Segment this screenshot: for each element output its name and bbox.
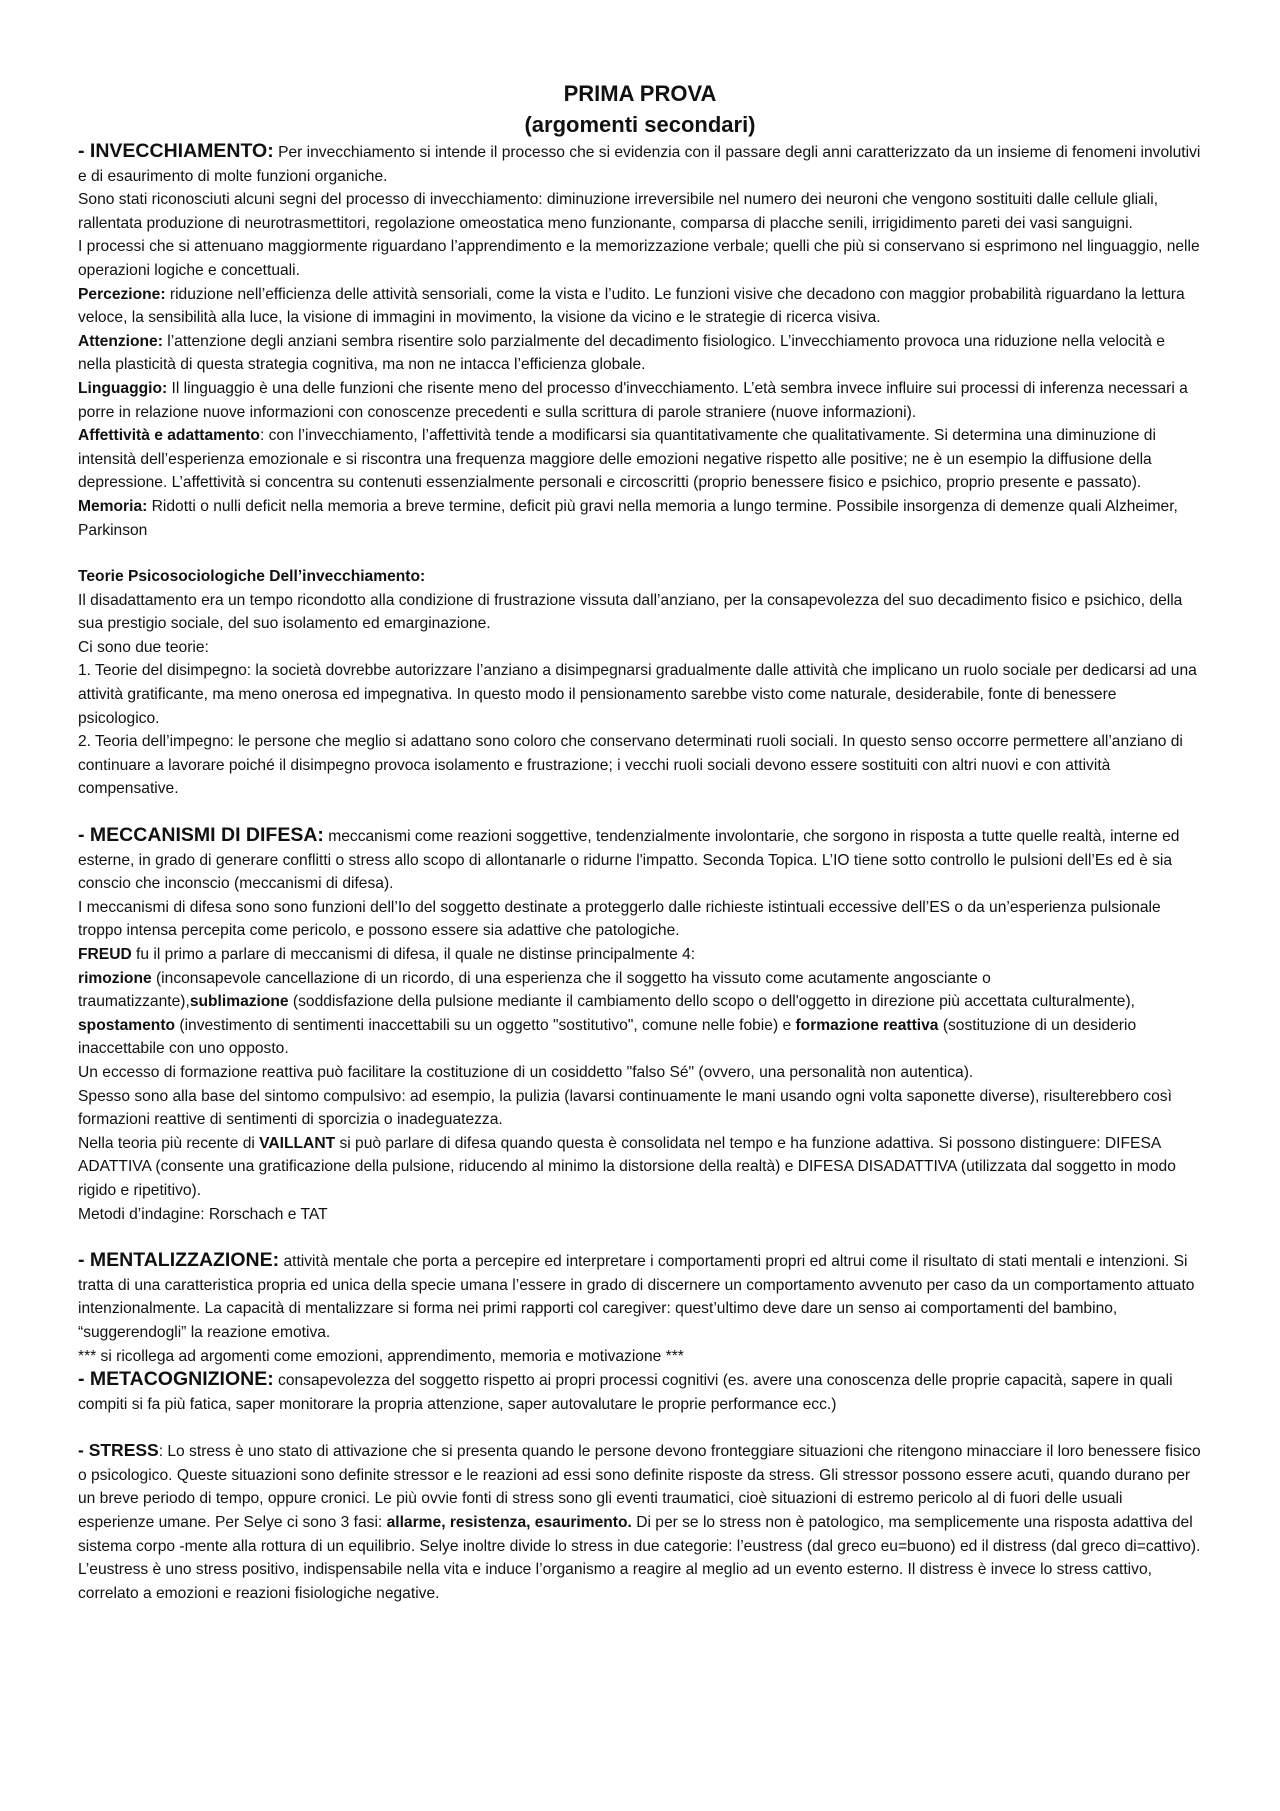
freud-paragraph bbox=[78, 943, 1202, 967]
invecchiamento-segni: Sono stati riconosciuti alcuni segni del processo di invecchiamento: diminuzione irreversibile nel numero dei neuroni che vengono sostituiti dalle cellule gliali, rallentata produzione di neurotrasmettitori, regolazione omeostatica meno funzionante, comparsa di placche senili, irrigidimento pareti dei vasi sanguigni. bbox=[78, 191, 1159, 232]
mentalizzazione-text: attività mentale che porta a percepire ed interpretare i comportamenti propri ed altrui come il risultato di stati mentali e intenzioni. Si tratta di una caratteristica propria ed unica della specie umana l’essere in grado di discernere un comportamento avvenuto per caso da un comportamento attuato intenzionalmente. La capacità di mentalizzare si forma nei primi rapporti col caregiver: quest’ultimo deve dare un senso ai comportamenti del bambino, “suggerendogli” la reazione emotiva. bbox=[78, 1253, 1195, 1341]
rimozione-label: rimozione bbox=[78, 969, 152, 987]
invecchiamento-heading: - INVECCHIAMENTO: bbox=[78, 140, 274, 162]
difesa-intro bbox=[78, 824, 1202, 896]
teorie-heading bbox=[78, 565, 1202, 589]
spacer bbox=[78, 542, 1202, 565]
formazione-reattiva-text: (sostituzione di un desiderio inaccettabile con uno opposto. bbox=[78, 1016, 1137, 1058]
falso-se-paragraph: Un eccesso di formazione reattiva può facilitare la costituzione di un cosiddetto "falso Sé" (ovvero, una personalità non autentica). bbox=[78, 1063, 974, 1081]
invecchiamento-intro bbox=[78, 140, 1202, 188]
linguaggio-paragraph bbox=[78, 377, 1202, 424]
affettivita-text: : con l’invecchiamento, l’affettività tende a modificarsi sia quantitativamente che qualitativamente. Si determina una diminuzione di intensità dell’esperienza emozionale e si riscontra una frequenza maggiore delle emozioni negative rispetto alle positive; ne è un esempio la diffusione della depressione. L’affettività si concentra su contenuti essenzialmente personali e circoscritti (proprio benessere fisico e psichico, proprio presente e passato). bbox=[78, 427, 1156, 492]
percezione-label: Percezione: bbox=[78, 285, 166, 303]
spostamento-label: spostamento bbox=[78, 1016, 176, 1034]
freud-label: FREUD bbox=[78, 946, 132, 963]
difesa-funzioni: I meccanismi di difesa sono sono funzioni dell’Io del soggetto destinate a proteggerlo dalle richieste istintuali eccessive dell’ES o da un’esperienza pulsionale troppo intensa percepita come pericolo, e possono essere sia adattive che patologiche. bbox=[78, 898, 1161, 940]
teorie-heading-text: Teorie Psicosociologiche Dell’invecchiamento: bbox=[78, 568, 426, 586]
vaillant-paragraph bbox=[78, 1132, 1202, 1203]
teoria-impegno: 2. Teoria dell’impegno: le persone che meglio si adattano sono coloro che conservano determinati ruoli sociali. In questo senso occorre permettere all’anziano di continuare a lavorare poiché il disimpegno provoca isolamento e frustrazione; i vecchi ruoli sociali devono essere sostituiti con altri nuovi e con attività compensative. bbox=[78, 733, 1183, 798]
attenzione-text: l’attenzione degli anziani sembra risentire solo parzialmente del decadimento fisiologico. L’invecchiamento provoca una riduzione nella velocità e nella plasticità di questa strategia cognitiva, ma non ne intacca l’efficienza globale. bbox=[78, 332, 1165, 374]
vaillant-text: si può parlare di difesa quando questa è consolidata nel tempo e ha funzione adattiva. Si possono distinguere: DIFESA ADATTIVA (consente una gratificazione della pulsione, riducendo al minimo la distorsione della realtà) e DIFESA DISADATTIVA (utilizzata dal soggetto in modo rigido e ripetitivo). bbox=[78, 1134, 1176, 1199]
spacer bbox=[78, 1416, 1202, 1439]
sublimazione-text: (soddisfazione della pulsione mediante il cambiamento dello scopo o dell'oggetto in direzione più accettata culturalmente), bbox=[288, 993, 1136, 1011]
freud-text: fu il primo a parlare di meccanismi di difesa, il quale ne distinse principalmente 4: bbox=[131, 946, 696, 963]
linguaggio-text: Il linguaggio è una delle funzioni che risente meno del processo d'invecchiamento. L’età sembra invece influire sui processi di inferenza necessari a porre in relazione nuove informazioni con conoscenze precedenti e sulla scrittura di parole straniere (nuove informazioni). bbox=[78, 379, 1188, 421]
mentalizzazione-note: *** si ricollega ad argomenti come emozioni, apprendimento, memoria e motivazione *** bbox=[78, 1347, 684, 1365]
stress-paragraph bbox=[78, 1439, 1202, 1605]
memoria-text: Ridotti o nulli deficit nella memoria a breve termine, deficit più gravi nella memoria a lungo termine. Possibile insorgenza di demenze quali Alzheimer, Parkinson bbox=[78, 497, 1178, 539]
difesa-heading: - MECCANISMI DI DIFESA: bbox=[78, 824, 324, 847]
percezione-paragraph bbox=[78, 283, 1202, 330]
attenzione-label: Attenzione: bbox=[78, 332, 163, 350]
metacognizione-text: consapevolezza del soggetto rispetto ai propri processi cognitivi (es. avere una conoscenza delle proprie capacità, sapere in quali compiti si fa più fatica, saper monitorare la propria attenzione, saper autovalutare le proprie performance ecc.) bbox=[78, 1372, 1173, 1413]
affettivita-label: Affettività e adattamento bbox=[78, 427, 260, 445]
vaillant-pre: Nella teoria più recente di bbox=[78, 1134, 260, 1152]
page-title bbox=[78, 78, 1202, 140]
teorie-intro: Il disadattamento era un tempo ricondotto alla condizione di frustrazione vissuta dall’anziano, per la consapevolezza del suo decadimento fisico e psichico, della sua prestigio sociale, del suo isolamento ed emarginazione. bbox=[78, 591, 1183, 633]
teorie-count: Ci sono due teorie: bbox=[78, 638, 209, 656]
percezione-text: riduzione nell’efficienza delle attività sensoriali, come la vista e l’udito. Le funzioni visive che decadono con maggior probabilità riguardano la lettura veloce, la sensibilità alla luce, la visione di immagini in movimento, la visione da vicino e le strategie di ricerca visiva. bbox=[78, 285, 1185, 327]
linguaggio-label: Linguaggio: bbox=[78, 379, 168, 397]
spacer bbox=[78, 1226, 1202, 1249]
rimozione-text: (inconsapevole cancellazione di un ricordo, di una esperienza che il soggetto ha vissuto come acutamente angosciante o traumatizzante), bbox=[78, 969, 991, 1011]
mentalizzazione-paragraph bbox=[78, 1249, 1202, 1344]
memoria-paragraph bbox=[78, 495, 1202, 542]
mentalizzazione-heading: - MENTALIZZAZIONE: bbox=[78, 1249, 280, 1272]
title-line-1: PRIMA PROVA bbox=[563, 81, 717, 106]
teoria-disimpegno: 1. Teorie del disimpegno: la società dovrebbe autorizzare l’anziano a disimpegnarsi gradualmente dalle attività che implicano un ruolo sociale per dedicarsi ad una attività gratificante, ma meno onerosa ed impegnativa. In questo modo il pensionamento sarebbe visto come naturale, desiderabile, fonte di benessere psicologico. bbox=[78, 662, 1197, 727]
difesa-intro-text: meccanismi come reazioni soggettive, tendenzialmente involontarie, che sorgono in risposta a tutte quelle realtà, interne ed esterne, in grado di generare conflitti o stress allo scopo di allontanarle o ridurne l'impatto. Seconda Topica. L’IO tiene sotto controllo le pulsioni dell’Es ed è sia conscio che inconscio (meccanismi di difesa). bbox=[78, 828, 1180, 893]
sintomo-compulsivo-paragraph: Spesso sono alla base del sintomo compulsivo: ad esempio, la pulizia (lavarsi continuamente le mani usando ogni volta saponette diverse), risulterebbero così formazioni reattive di sentimenti di sporcizia o inadeguatezza. bbox=[78, 1087, 1172, 1129]
stress-heading: - STRESS bbox=[78, 1440, 159, 1461]
attenzione-paragraph bbox=[78, 330, 1202, 377]
spostamento-text: (investimento di sentimenti inaccettabili su un oggetto "sostitutivo", comune nelle fobie) e bbox=[175, 1016, 796, 1034]
vaillant-label: VAILLANT bbox=[259, 1134, 336, 1152]
metodi-indagine: Metodi d’indagine: Rorschach e TAT bbox=[78, 1205, 328, 1223]
sublimazione-label: sublimazione bbox=[189, 993, 289, 1011]
difese-elenco bbox=[78, 967, 1202, 1061]
stress-text-1: : Lo stress è uno stato di attivazione che si presenta quando le persone devono fronteggiare situazioni che ritengono minacciare il loro benessere fisico o psicologico. Queste situazioni sono definite stressor e le reazioni ad essi sono definite risposte da stress. Gli stressor possono essere acuti, quando durano per un breve periodo di tempo, oppure cronici. Le più ovvie fonti di stress sono gli eventi traumatici, cioè situazioni di estremo pericolo al di fuori delle usuali esperienze umane. Per Selye ci sono 3 fasi: bbox=[78, 1443, 1201, 1532]
memoria-label: Memoria: bbox=[78, 497, 148, 515]
metacognizione-heading: - METACOGNIZIONE: bbox=[78, 1368, 274, 1391]
invecchiamento-intro-text: Per invecchiamento si intende il processo che si evidenzia con il passare degli anni caratterizzato da un insieme di fenomeni involutivi e di esaurimento di molte funzioni organiche. bbox=[78, 144, 1201, 185]
formazione-reattiva-label: formazione reattiva bbox=[795, 1016, 939, 1034]
stress-text-2: Di per se lo stress non è patologico, ma semplicemente una risposta adattiva del sistema corpo -mente alla rottura di un equilibrio. Selye inoltre divide lo stress in due categorie: l’eustress (dal greco eu=buono) ed il distress (dal greco di=cattivo). L’eustress è uno stress positivo, indispensabile nella vita e induce l’organismo a reagire al meglio ad un evento esterno. Il distress è invece lo stress cattivo, correlato a emozioni e reazioni fisiologiche negative. bbox=[78, 1514, 1201, 1602]
affettivita-paragraph bbox=[78, 424, 1202, 495]
metacognizione-paragraph bbox=[78, 1368, 1202, 1416]
stress-fasi: allarme, resistenza, esaurimento. bbox=[386, 1514, 632, 1532]
invecchiamento-processi: I processi che si attenuano maggiormente riguardano l’apprendimento e la memorizzazione verbale; quelli che più si conservano si esprimono nel linguaggio, nelle operazioni logiche e concettuali. bbox=[78, 238, 1200, 279]
title-line-2: (argomenti secondari) bbox=[524, 112, 756, 137]
spacer bbox=[78, 801, 1202, 824]
